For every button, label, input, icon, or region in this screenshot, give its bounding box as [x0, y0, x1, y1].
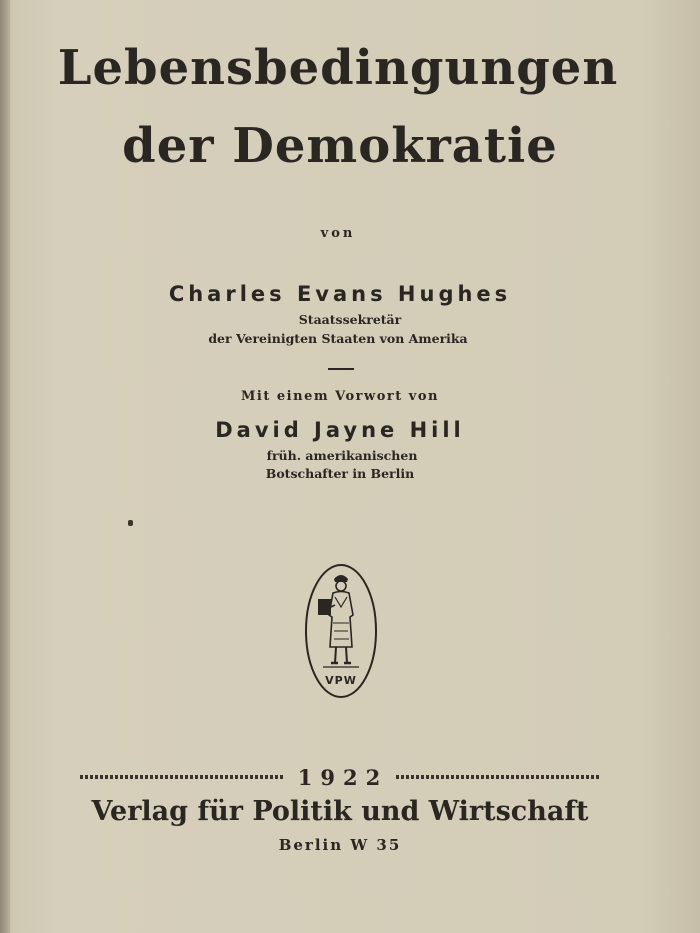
title-line-1: Lebensbedingungen — [57, 40, 619, 96]
year-row — [80, 764, 600, 790]
preface-author-name: David Jayne Hill — [215, 418, 465, 442]
title-line-2: der Demokratie — [122, 118, 558, 174]
preface-intro: Mit einem Vorwort von — [241, 389, 439, 404]
publisher-name: Verlag für Politik und Wirtschaft — [91, 796, 589, 827]
author-name: Charles Evans Hughes — [168, 282, 512, 306]
ornamental-rule-left — [80, 775, 284, 779]
author-role-1: Staatssekretär — [298, 312, 402, 327]
ink-speck — [128, 520, 133, 526]
publisher-city: Berlin W 35 — [278, 836, 402, 854]
author-role-2: der Vereinigten Staaten von Amerika — [208, 331, 468, 346]
ornamental-rule-right — [396, 775, 600, 779]
preface-author-role-2: Botschafter in Berlin — [265, 466, 415, 481]
publication-year: 1922 — [297, 764, 389, 790]
publisher-monogram: VPW — [325, 674, 357, 687]
preface-author-role-1: früh. amerikanischen — [266, 448, 418, 463]
separator-rule — [328, 368, 354, 370]
by-label: von — [320, 226, 356, 241]
